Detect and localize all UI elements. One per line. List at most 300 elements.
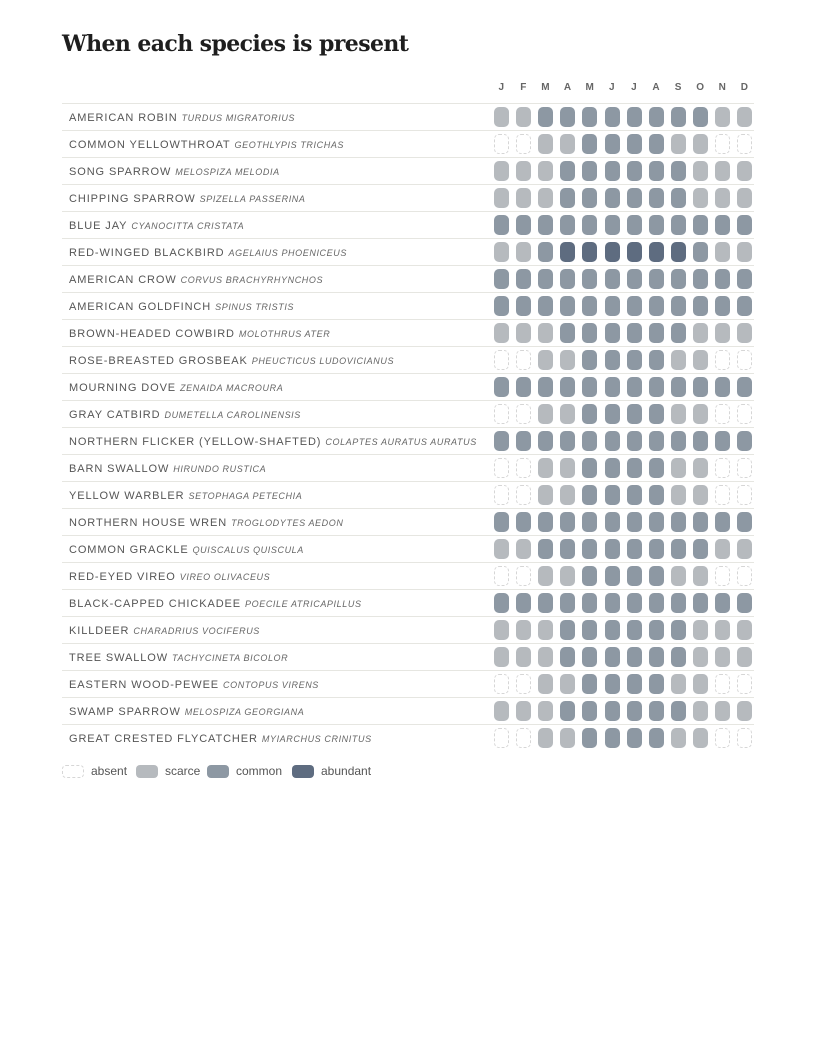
presence-cell-common — [605, 377, 620, 397]
presence-cell-common — [605, 188, 620, 208]
presence-cell-common — [605, 566, 620, 586]
presence-cell-absent — [715, 674, 730, 694]
species-common-name: SWAMP SPARROW — [69, 706, 181, 718]
presence-cell-scarce — [560, 350, 575, 370]
legend-label: abundant — [321, 764, 372, 778]
presence-cell-common — [671, 647, 686, 667]
presence-cell-scarce — [693, 728, 708, 748]
presence-cell-scarce — [737, 242, 752, 262]
presence-cell-common — [737, 377, 752, 397]
species-scientific-name: MOLOTHRUS ATER — [238, 329, 331, 339]
month-label: D — [740, 82, 749, 93]
presence-cell-common — [605, 458, 620, 478]
presence-cell-scarce — [538, 458, 553, 478]
presence-cell-absent — [516, 350, 531, 370]
presence-cell-absent — [494, 566, 509, 586]
presence-cell-scarce — [737, 647, 752, 667]
presence-cell-common — [582, 107, 597, 127]
presence-cell-scarce — [494, 107, 509, 127]
presence-cell-scarce — [693, 485, 708, 505]
presence-cell-common — [582, 188, 597, 208]
species-row — [62, 184, 754, 211]
species-row — [62, 616, 754, 643]
species-scientific-name: DUMETELLA CAROLINENSIS — [164, 410, 301, 420]
presence-cell-common — [582, 458, 597, 478]
presence-cell-common — [627, 485, 642, 505]
species-scientific-name: QUISCALUS QUISCULA — [192, 545, 304, 555]
species-label — [69, 671, 319, 697]
species-scientific-name: COLAPTES AURATUS AURATUS — [325, 437, 477, 447]
species-common-name: AMERICAN ROBIN — [69, 112, 178, 124]
presence-cell-common — [693, 296, 708, 316]
month-label: A — [652, 82, 661, 93]
presence-cell-common — [649, 593, 664, 613]
species-label — [69, 320, 330, 346]
presence-cell-absent — [715, 485, 730, 505]
species-row — [62, 427, 754, 454]
species-scientific-name: SPIZELLA PASSERINA — [199, 194, 306, 204]
presence-cell-common — [494, 512, 509, 532]
presence-cell-absent — [737, 566, 752, 586]
presence-cell-common — [560, 539, 575, 559]
presence-cell-scarce — [737, 161, 752, 181]
presence-cell-absent — [494, 485, 509, 505]
presence-cell-common — [671, 215, 686, 235]
presence-cell-scarce — [494, 620, 509, 640]
species-row — [62, 157, 754, 184]
presence-cell-common — [605, 323, 620, 343]
presence-cell-common — [582, 566, 597, 586]
species-common-name: KILLDEER — [69, 625, 130, 637]
presence-cell-common — [671, 377, 686, 397]
presence-cell-common — [627, 296, 642, 316]
presence-cell-scarce — [538, 350, 553, 370]
presence-cell-common — [627, 539, 642, 559]
presence-cell-scarce — [693, 323, 708, 343]
presence-cell-scarce — [494, 539, 509, 559]
species-label — [69, 698, 304, 724]
presence-cell-absent — [516, 485, 531, 505]
presence-cell-common — [538, 215, 553, 235]
presence-cell-common — [737, 593, 752, 613]
presence-cell-common — [494, 431, 509, 451]
presence-cell-scarce — [560, 404, 575, 424]
month-label: O — [696, 82, 705, 93]
species-common-name: TREE SWALLOW — [69, 652, 169, 664]
presence-cell-common — [627, 647, 642, 667]
presence-cell-common — [649, 404, 664, 424]
species-label — [69, 158, 280, 184]
presence-cell-common — [671, 512, 686, 532]
presence-cell-common — [605, 620, 620, 640]
presence-cell-common — [671, 539, 686, 559]
month-label: M — [541, 82, 551, 93]
presence-cell-common — [582, 350, 597, 370]
presence-cell-absent — [494, 458, 509, 478]
presence-cell-common — [671, 593, 686, 613]
presence-cell-absent — [737, 458, 752, 478]
presence-cell-common — [560, 512, 575, 532]
presence-cell-common — [516, 296, 531, 316]
presence-cell-common — [671, 620, 686, 640]
presence-cell-common — [627, 134, 642, 154]
species-row — [62, 454, 754, 481]
species-label — [69, 509, 343, 535]
presence-cell-common — [671, 269, 686, 289]
presence-cell-common — [693, 512, 708, 532]
presence-cell-scarce — [538, 161, 553, 181]
species-row — [62, 211, 754, 238]
presence-cell-common — [627, 350, 642, 370]
species-scientific-name: TROGLODYTES AEDON — [231, 518, 344, 528]
presence-cell-scarce — [737, 539, 752, 559]
presence-cell-scarce — [671, 404, 686, 424]
presence-cell-common — [538, 269, 553, 289]
presence-cell-scarce — [671, 485, 686, 505]
presence-cell-common — [538, 512, 553, 532]
presence-cell-common — [627, 431, 642, 451]
presence-cell-common — [693, 377, 708, 397]
presence-cell-absent — [715, 404, 730, 424]
presence-cell-common — [516, 431, 531, 451]
presence-cell-common — [605, 728, 620, 748]
presence-cell-common — [649, 269, 664, 289]
presence-grid — [62, 103, 754, 751]
species-common-name: BLUE JAY — [69, 220, 128, 232]
presence-cell-scarce — [737, 323, 752, 343]
presence-cell-common — [605, 647, 620, 667]
presence-cell-absent — [516, 674, 531, 694]
presence-cell-scarce — [693, 404, 708, 424]
presence-cell-common — [649, 350, 664, 370]
presence-cell-common — [494, 593, 509, 613]
presence-cell-abundant — [649, 242, 664, 262]
species-common-name: COMMON GRACKLE — [69, 544, 189, 556]
presence-cell-scarce — [538, 485, 553, 505]
presence-cell-common — [582, 674, 597, 694]
presence-cell-scarce — [494, 701, 509, 721]
species-label — [69, 725, 372, 751]
presence-cell-common — [560, 701, 575, 721]
species-common-name: SONG SPARROW — [69, 166, 172, 178]
legend-label: common — [236, 764, 283, 778]
species-common-name: RED-WINGED BLACKBIRD — [69, 247, 225, 259]
presence-cell-scarce — [693, 566, 708, 586]
presence-cell-common — [560, 215, 575, 235]
species-common-name: BARN SWALLOW — [69, 463, 170, 475]
presence-cell-common — [715, 431, 730, 451]
presence-cell-common — [516, 593, 531, 613]
presence-cell-absent — [737, 674, 752, 694]
month-label: J — [498, 82, 505, 93]
species-row — [62, 130, 754, 157]
species-row — [62, 265, 754, 292]
species-scientific-name: MELOSPIZA GEORGIANA — [184, 707, 305, 717]
presence-cell-common — [649, 188, 664, 208]
presence-cell-abundant — [605, 242, 620, 262]
presence-cell-absent — [737, 485, 752, 505]
species-row — [62, 238, 754, 265]
presence-cell-scarce — [538, 404, 553, 424]
presence-cell-common — [715, 269, 730, 289]
species-label — [69, 428, 477, 454]
month-label: S — [674, 82, 682, 93]
species-label — [69, 131, 344, 157]
species-label — [69, 644, 288, 670]
presence-cell-common — [605, 539, 620, 559]
presence-cell-common — [649, 431, 664, 451]
species-label — [69, 104, 295, 130]
presence-cell-abundant — [582, 242, 597, 262]
presence-cell-common — [560, 296, 575, 316]
presence-cell-common — [582, 620, 597, 640]
species-common-name: GRAY CATBIRD — [69, 409, 161, 421]
presence-cell-common — [737, 512, 752, 532]
presence-cell-common — [627, 701, 642, 721]
presence-cell-common — [582, 512, 597, 532]
species-scientific-name: PHEUCTICUS LUDOVICIANUS — [251, 356, 395, 366]
presence-cell-absent — [494, 134, 509, 154]
presence-cell-common — [649, 107, 664, 127]
presence-cell-absent — [516, 566, 531, 586]
presence-cell-common — [605, 404, 620, 424]
presence-cell-scarce — [693, 647, 708, 667]
presence-cell-common — [649, 323, 664, 343]
species-label — [69, 293, 294, 319]
presence-cell-common — [560, 431, 575, 451]
presence-cell-common — [671, 188, 686, 208]
presence-cell-common — [627, 512, 642, 532]
species-label — [69, 374, 283, 400]
presence-cell-absent — [494, 350, 509, 370]
month-label: A — [563, 82, 572, 93]
species-scientific-name: VIREO OLIVACEUS — [179, 572, 271, 582]
presence-cell-scarce — [560, 485, 575, 505]
presence-cell-absent — [715, 350, 730, 370]
presence-cell-common — [582, 485, 597, 505]
species-row — [62, 697, 754, 724]
presence-cell-scarce — [715, 242, 730, 262]
presence-cell-common — [605, 512, 620, 532]
species-common-name: AMERICAN CROW — [69, 274, 177, 286]
presence-cell-common — [582, 593, 597, 613]
presence-cell-common — [605, 701, 620, 721]
month-label: F — [520, 82, 527, 93]
presence-cell-scarce — [516, 107, 531, 127]
presence-cell-common — [671, 107, 686, 127]
presence-cell-scarce — [538, 566, 553, 586]
presence-cell-common — [560, 161, 575, 181]
presence-cell-common — [560, 107, 575, 127]
presence-cell-scarce — [737, 620, 752, 640]
species-scientific-name: MYIARCHUS CRINITUS — [261, 734, 372, 744]
presence-cell-absent — [715, 458, 730, 478]
presence-cell-scarce — [516, 242, 531, 262]
legend-swatch — [292, 765, 314, 778]
presence-cell-common — [560, 647, 575, 667]
presence-cell-scarce — [494, 161, 509, 181]
presence-cell-scarce — [538, 620, 553, 640]
presence-cell-common — [627, 188, 642, 208]
presence-cell-common — [605, 134, 620, 154]
presence-cell-common — [649, 458, 664, 478]
presence-cell-common — [649, 296, 664, 316]
presence-cell-scarce — [737, 107, 752, 127]
species-scientific-name: CHARADRIUS VOCIFERUS — [133, 626, 260, 636]
species-row — [62, 589, 754, 616]
presence-cell-common — [560, 323, 575, 343]
presence-cell-common — [582, 377, 597, 397]
presence-cell-common — [671, 296, 686, 316]
species-label — [69, 185, 306, 211]
presence-cell-absent — [494, 728, 509, 748]
presence-cell-common — [627, 566, 642, 586]
species-label — [69, 455, 266, 481]
presence-cell-common — [605, 431, 620, 451]
presence-cell-scarce — [671, 674, 686, 694]
legend-label: absent — [91, 764, 128, 778]
presence-cell-scarce — [516, 188, 531, 208]
presence-cell-absent — [494, 674, 509, 694]
presence-cell-scarce — [516, 539, 531, 559]
presence-cell-scarce — [671, 566, 686, 586]
presence-cell-abundant — [671, 242, 686, 262]
species-label — [69, 347, 394, 373]
presence-cell-scarce — [693, 620, 708, 640]
species-common-name: COMMON YELLOWTHROAT — [69, 139, 231, 151]
presence-cell-common — [627, 404, 642, 424]
species-scientific-name: MELOSPIZA MELODIA — [175, 167, 280, 177]
species-label — [69, 401, 301, 427]
month-header — [0, 82, 816, 98]
presence-cell-absent — [737, 350, 752, 370]
presence-cell-common — [538, 107, 553, 127]
month-label: J — [608, 82, 616, 93]
presence-cell-scarce — [715, 161, 730, 181]
presence-cell-common — [538, 242, 553, 262]
presence-cell-common — [582, 539, 597, 559]
species-row — [62, 562, 754, 589]
presence-cell-scarce — [737, 701, 752, 721]
presence-cell-common — [627, 161, 642, 181]
presence-cell-scarce — [560, 458, 575, 478]
presence-cell-scarce — [671, 350, 686, 370]
species-scientific-name: HIRUNDO RUSTICA — [173, 464, 267, 474]
presence-cell-scarce — [538, 647, 553, 667]
presence-cell-common — [627, 674, 642, 694]
presence-cell-absent — [715, 728, 730, 748]
species-common-name: AMERICAN GOLDFINCH — [69, 301, 212, 313]
species-common-name: EASTERN WOOD-PEWEE — [69, 679, 220, 691]
presence-cell-scarce — [538, 674, 553, 694]
presence-cell-common — [494, 377, 509, 397]
presence-cell-scarce — [671, 134, 686, 154]
presence-cell-common — [649, 674, 664, 694]
presence-cell-scarce — [671, 458, 686, 478]
species-scientific-name: TURDUS MIGRATORIUS — [181, 113, 296, 123]
presence-cell-common — [582, 296, 597, 316]
presence-cell-common — [605, 485, 620, 505]
presence-cell-common — [582, 404, 597, 424]
presence-cell-common — [582, 215, 597, 235]
presence-cell-common — [627, 458, 642, 478]
species-common-name: NORTHERN FLICKER (YELLOW-SHAFTED) — [69, 436, 322, 448]
presence-cell-common — [649, 377, 664, 397]
presence-cell-common — [627, 323, 642, 343]
presence-cell-scarce — [538, 323, 553, 343]
species-scientific-name: CORVUS BRACHYRHYNCHOS — [180, 275, 324, 285]
presence-cell-common — [605, 161, 620, 181]
presence-cell-scarce — [560, 566, 575, 586]
presence-cell-absent — [715, 134, 730, 154]
presence-cell-scarce — [516, 647, 531, 667]
presence-cell-common — [494, 269, 509, 289]
presence-cell-abundant — [560, 242, 575, 262]
presence-cell-absent — [516, 458, 531, 478]
presence-cell-common — [516, 215, 531, 235]
species-scientific-name: SPINUS TRISTIS — [215, 302, 295, 312]
legend-swatch — [136, 765, 158, 778]
presence-cell-common — [560, 620, 575, 640]
chart-title: When each species is present — [62, 31, 409, 57]
presence-cell-common — [516, 269, 531, 289]
presence-cell-common — [649, 647, 664, 667]
month-label: N — [718, 82, 727, 93]
legend-swatch — [207, 765, 229, 778]
species-label — [69, 563, 270, 589]
species-common-name: MOURNING DOVE — [69, 382, 177, 394]
presence-cell-scarce — [560, 674, 575, 694]
species-common-name: ROSE-BREASTED GROSBEAK — [69, 355, 248, 367]
presence-cell-common — [538, 296, 553, 316]
presence-cell-scarce — [715, 188, 730, 208]
presence-cell-scarce — [693, 161, 708, 181]
presence-cell-scarce — [538, 701, 553, 721]
presence-cell-scarce — [538, 728, 553, 748]
presence-cell-common — [715, 593, 730, 613]
presence-cell-scarce — [737, 188, 752, 208]
presence-cell-common — [538, 593, 553, 613]
presence-cell-common — [737, 269, 752, 289]
presence-cell-scarce — [494, 188, 509, 208]
presence-cell-common — [649, 134, 664, 154]
legend-swatch — [62, 765, 84, 778]
presence-cell-abundant — [627, 242, 642, 262]
species-scientific-name: SETOPHAGA PETECHIA — [188, 491, 303, 501]
presence-cell-common — [538, 377, 553, 397]
species-label — [69, 590, 362, 616]
species-scientific-name: POECILE ATRICAPILLUS — [245, 599, 362, 609]
species-label — [69, 617, 260, 643]
presence-cell-scarce — [516, 620, 531, 640]
presence-cell-common — [715, 377, 730, 397]
presence-cell-scarce — [671, 728, 686, 748]
species-row — [62, 643, 754, 670]
presence-cell-common — [582, 323, 597, 343]
presence-cell-scarce — [715, 701, 730, 721]
presence-cell-common — [627, 107, 642, 127]
presence-cell-absent — [737, 404, 752, 424]
presence-cell-common — [715, 512, 730, 532]
presence-cell-common — [560, 593, 575, 613]
species-label — [69, 239, 347, 265]
presence-cell-absent — [494, 404, 509, 424]
species-scientific-name: AGELAIUS PHOENICEUS — [228, 248, 347, 258]
presence-cell-common — [582, 728, 597, 748]
presence-cell-common — [538, 539, 553, 559]
presence-cell-common — [649, 701, 664, 721]
species-label — [69, 536, 304, 562]
